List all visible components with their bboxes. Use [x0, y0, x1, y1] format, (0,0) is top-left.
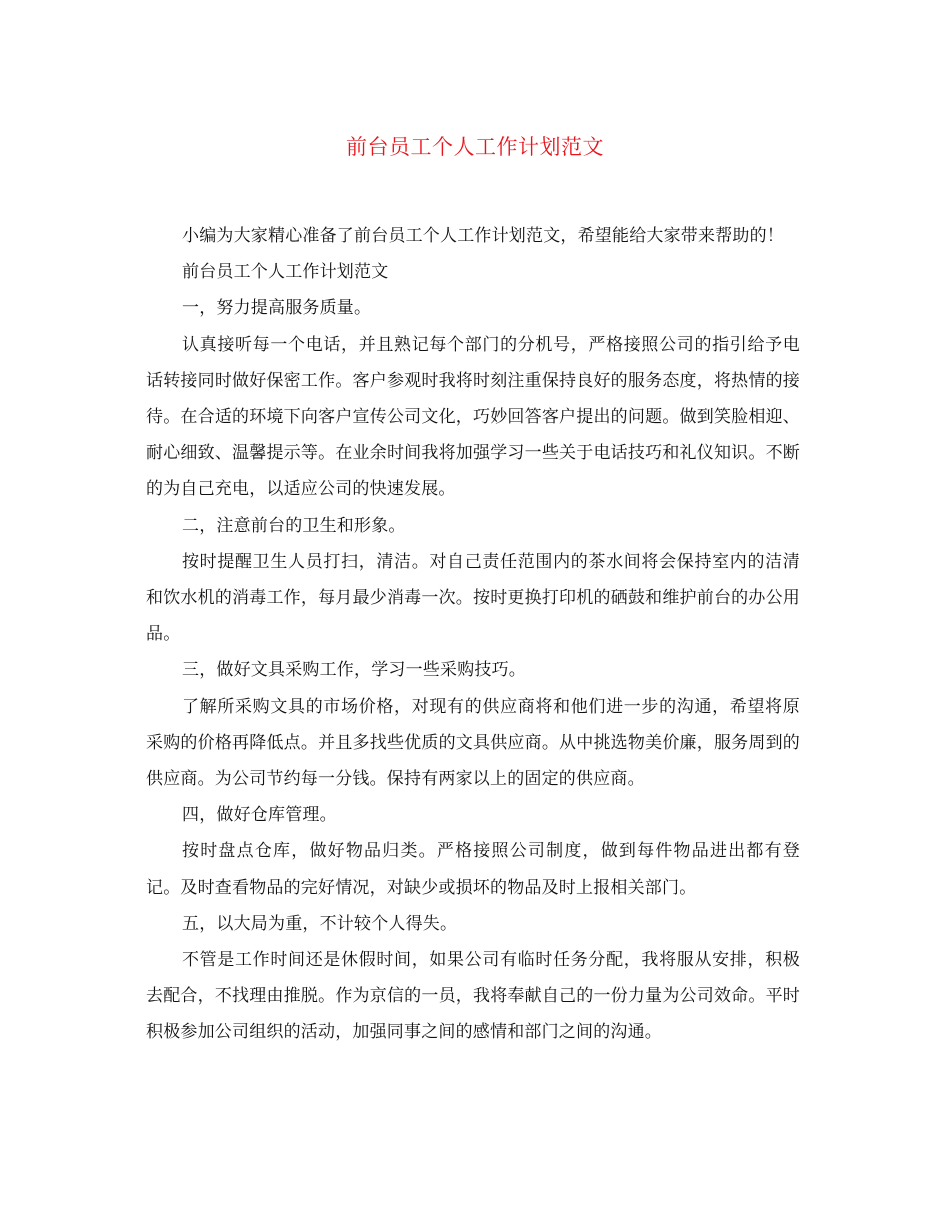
document-body — [146, 218, 800, 1051]
section-body-3: 了解所采购文具的市场价格，对现有的供应商将和他们进一步的沟通，希望将原采购的价格再降低点。并且多找些优质的文具供应商。从中挑选物美价廉，服务周到的供应商。为公司节约每一分钱。保持有两家以上的固定的供应商。 — [146, 696, 800, 790]
section-heading-2: 二，注意前台的卫生和形象。 — [182, 515, 406, 536]
section-heading-4: 四，做好仓库管理。 — [182, 805, 337, 826]
section-body-1: 认真接听每一个电话，并且熟记每个部门的分机号，严格接照公司的指引给予电话转接同时做好保密工作。客户参观时我将时刻注重保持良好的服务态度，将热情的接待。在合适的环境下向客户宣传公司文化，巧妙回答客户提出的问题。做到笑脸相迎、耐心细致、温馨提示等。在业余时间我将加强学习一些关于电话技巧和礼仪知识。不断的为自己充电，以适应公司的快速发展。 — [146, 334, 800, 500]
section-heading-5: 五，以大局为重，不计较个人得失。 — [182, 913, 458, 934]
section-heading-1: 一，努力提高服务质量。 — [182, 298, 372, 319]
subtitle-paragraph: 前台员工个人工作计划范文 — [182, 262, 389, 283]
document-title: 前台员工个人工作计划范文 — [346, 135, 604, 159]
section-body-4: 按时盘点仓库，做好物品归类。严格接照公司制度，做到每件物品进出都有登记。及时查看物品的完好情况，对缺少或损坏的物品及时上报相关部门。 — [146, 841, 800, 898]
section-body-5: 不管是工作时间还是休假时间，如果公司有临时任务分配，我将服从安排，积极去配合，不找理由推脱。作为京信的一员，我将奉献自己的一份力量为公司效命。平时积极参加公司组织的活动，加强同事之间的感情和部门之间的沟通。 — [146, 950, 800, 1043]
section-heading-3: 三，做好文具采购工作，学习一些采购技巧。 — [182, 660, 526, 681]
intro-paragraph: 小编为大家精心准备了前台员工个人工作计划范文，希望能给大家带来帮助的！ — [182, 226, 784, 246]
section-body-2: 按时提醒卫生人员打扫，清洁。对自己责任范围内的茶水间将会保持室内的洁清和饮水机的消毒工作，每月最少消毒一次。按时更换打印机的硒鼓和维护前台的办公用品。 — [146, 551, 800, 645]
